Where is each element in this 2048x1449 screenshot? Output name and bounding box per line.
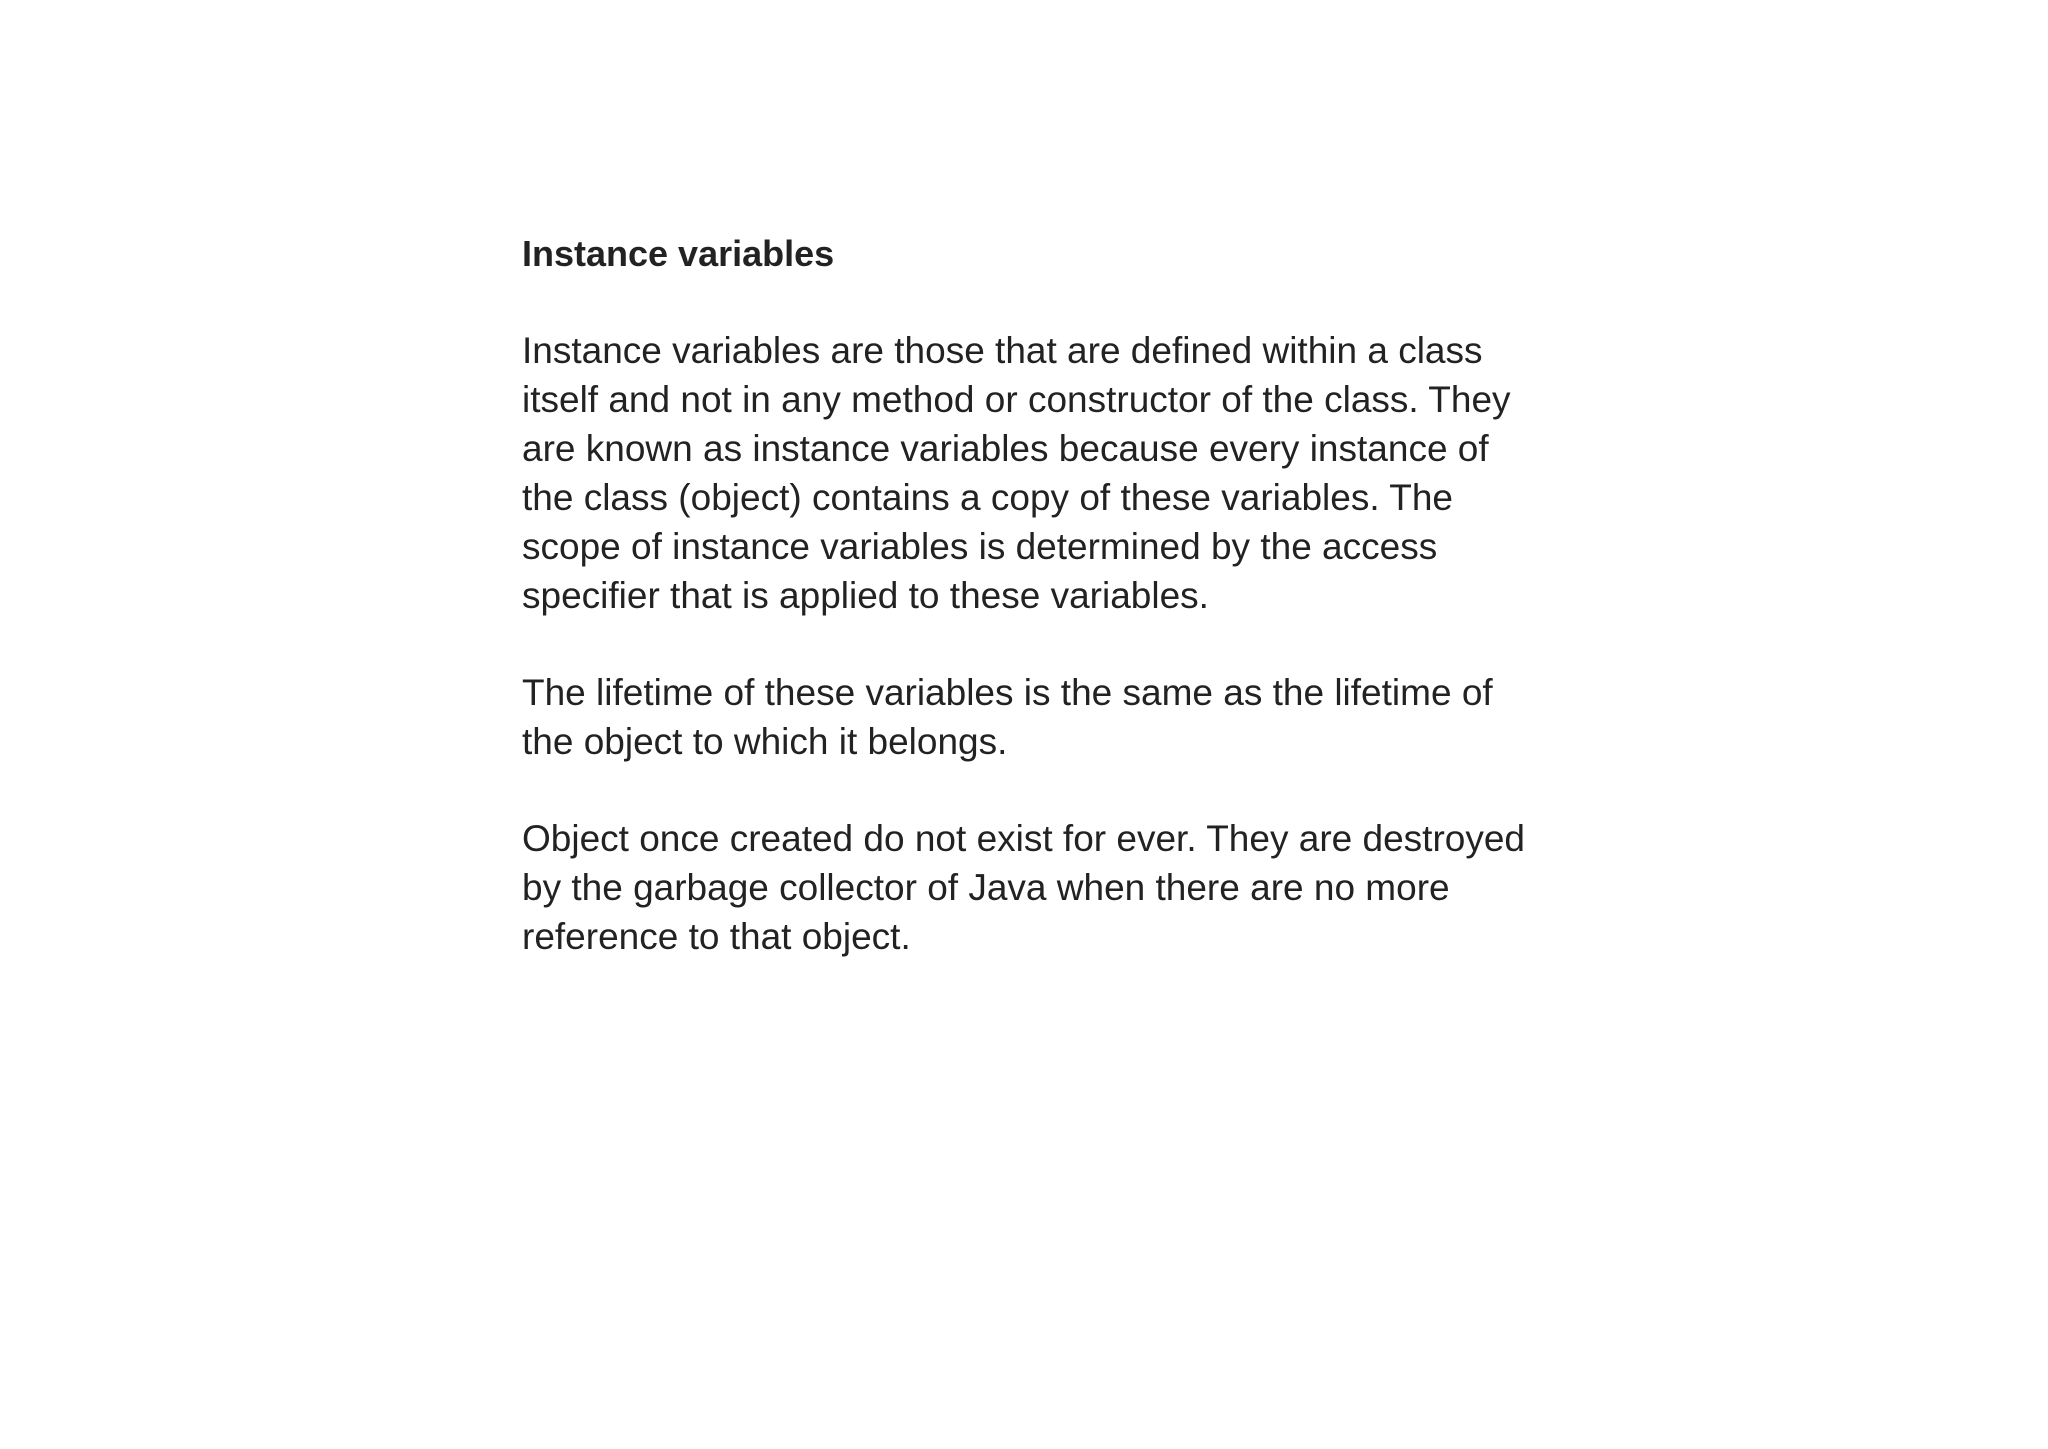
- section-heading: Instance variables: [522, 233, 835, 274]
- document-body: [522, 230, 1562, 961]
- paragraph-definition: Instance variables are those that are defined within a class itself and not in any method or constructor of the class. They are known as instance variables because every instance of the class (object) contains a copy of these variables. The scope of instance variables is determined by the access specifier that is applied to these variables.: [522, 330, 1511, 616]
- paragraph-lifetime: The lifetime of these variables is the same as the lifetime of the object to which it belongs.: [522, 672, 1493, 762]
- paragraph-garbage-collection: Object once created do not exist for ever. They are destroyed by the garbage collector of Java when there are no more reference to that object.: [522, 818, 1525, 957]
